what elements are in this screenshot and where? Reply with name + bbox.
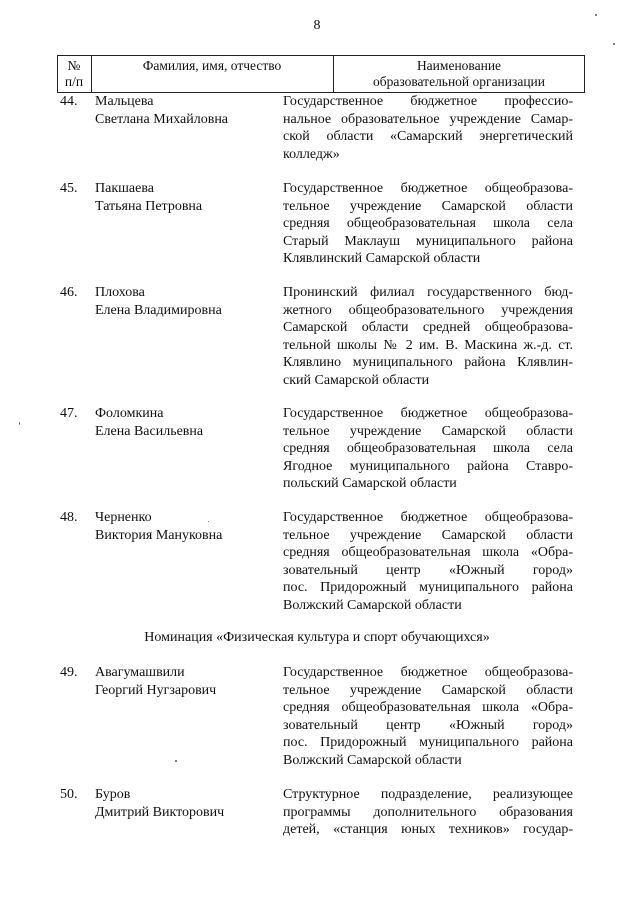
entry-given-names: Георгий Нугзарович (95, 682, 217, 698)
entry-number: 47. (60, 406, 78, 421)
scan-speck (595, 14, 597, 16)
org-line: пос. Придорожный муниципального района (283, 580, 573, 595)
header-org-line-2: образовательной организации (372, 74, 546, 89)
org-line: Самарской области средней общеобразова- (283, 320, 573, 335)
entry-organization (283, 786, 573, 839)
table-header (57, 55, 585, 93)
org-line: Ягодное муниципального района Ставро- (283, 458, 573, 474)
org-line: Государственное бюджетное профессио- (283, 94, 573, 109)
org-line: Клявлино муниципального района Клявлин- (283, 355, 573, 370)
org-line: средняя общеобразовательная школа «Обра- (283, 700, 573, 715)
org-line: тельное учреждение Самарской области (283, 527, 573, 543)
org-line: Структурное подразделение, реализующее (283, 787, 573, 802)
header-number-symbol: № (67, 58, 81, 73)
entry-surname: Мальцева (95, 94, 154, 109)
entry-given-names: Виктория Мануковна (95, 527, 223, 543)
org-line: средняя общеобразовательная школа села (283, 441, 573, 456)
entry-number: 46. (60, 285, 78, 300)
entry-given-names: Светлана Михайловна (95, 111, 229, 127)
org-line: Государственное бюджетное общеобразова- (283, 406, 573, 421)
scan-speck (175, 760, 177, 762)
org-line: зовательный центр «Южный город» (283, 717, 573, 733)
entry-organization (283, 509, 573, 614)
org-line: Клявлинский Самарской области (283, 251, 481, 266)
org-line: средняя общеобразовательная школа «Обра- (283, 545, 573, 560)
entry-organization (283, 405, 573, 493)
org-line: зовательный центр «Южный город» (283, 562, 573, 578)
org-line: жетного общеобразовательного учреждения (283, 302, 573, 318)
org-line: колледж» (283, 146, 340, 162)
header-org-column (333, 58, 585, 90)
entry-number: 49. (60, 665, 78, 680)
entry-surname: Плохова (95, 285, 145, 300)
org-line: Старый Маклауш муниципального района (283, 233, 573, 249)
entry-organization (283, 93, 573, 163)
entry-number: 48. (60, 510, 78, 525)
entry-given-names: Татьяна Петровна (95, 198, 203, 214)
scan-speck (19, 422, 20, 425)
org-line: тельной школы № 2 им. В. Маскина ж.-д. ст. (283, 337, 573, 353)
header-number-column (57, 58, 91, 90)
entry-organization (283, 284, 573, 389)
org-line: средняя общеобразовательная школа села (283, 216, 573, 231)
org-line: Государственное бюджетное общеобразова- (283, 510, 573, 525)
entry-number: 50. (60, 787, 78, 802)
entry-organization (283, 180, 573, 268)
header-org-line-1: Наименование (416, 58, 502, 73)
scan-speck (613, 43, 615, 45)
entry-number: 44. (60, 94, 78, 109)
page-number: 8 (313, 18, 321, 33)
org-line: Государственное бюджетное общеобразова- (283, 181, 573, 196)
org-line: тельное учреждение Самарской области (283, 198, 573, 214)
org-line: польский Самарской области (283, 476, 457, 491)
org-line: тельное учреждение Самарской области (283, 423, 573, 439)
org-line: ской области «Самарский энергетический (283, 129, 573, 144)
entry-given-names: Елена Васильевна (95, 423, 204, 439)
entry-number: 45. (60, 181, 78, 196)
entry-surname: Фоломкина (95, 406, 164, 421)
org-line: Государственное бюджетное общеобразова- (283, 665, 573, 680)
org-line: Пронинский филиал государственного бюд- (283, 285, 573, 300)
entry-surname: Черненко (95, 510, 152, 525)
org-line: программы дополнительного образования (283, 804, 573, 820)
entry-surname: Буров (95, 787, 131, 802)
org-line: нальное образовательное учреждение Самар- (283, 111, 573, 127)
nomination-heading: Номинация «Физическая культура и спорт обучающихся» (144, 630, 490, 645)
org-line: Волжский Самарской области (283, 752, 462, 768)
entry-organization (283, 664, 573, 769)
header-name-column: Фамилия, имя, отчество (142, 58, 282, 73)
header-number-abbrev: п/п (64, 74, 84, 89)
org-line: детей, «станция юных техников» государ- (283, 822, 573, 837)
org-line: ский Самарской области (283, 372, 430, 388)
org-line: тельное учреждение Самарской области (283, 682, 573, 698)
org-line: Волжский Самарской области (283, 597, 462, 613)
scan-speck (208, 521, 209, 522)
org-line: пос. Придорожный муниципального района (283, 735, 573, 750)
entry-given-names: Елена Владимировна (95, 302, 222, 318)
entry-surname: Авагумашвили (95, 665, 185, 680)
entry-surname: Пакшаева (95, 181, 154, 196)
entry-given-names: Дмитрий Викторович (95, 804, 225, 820)
